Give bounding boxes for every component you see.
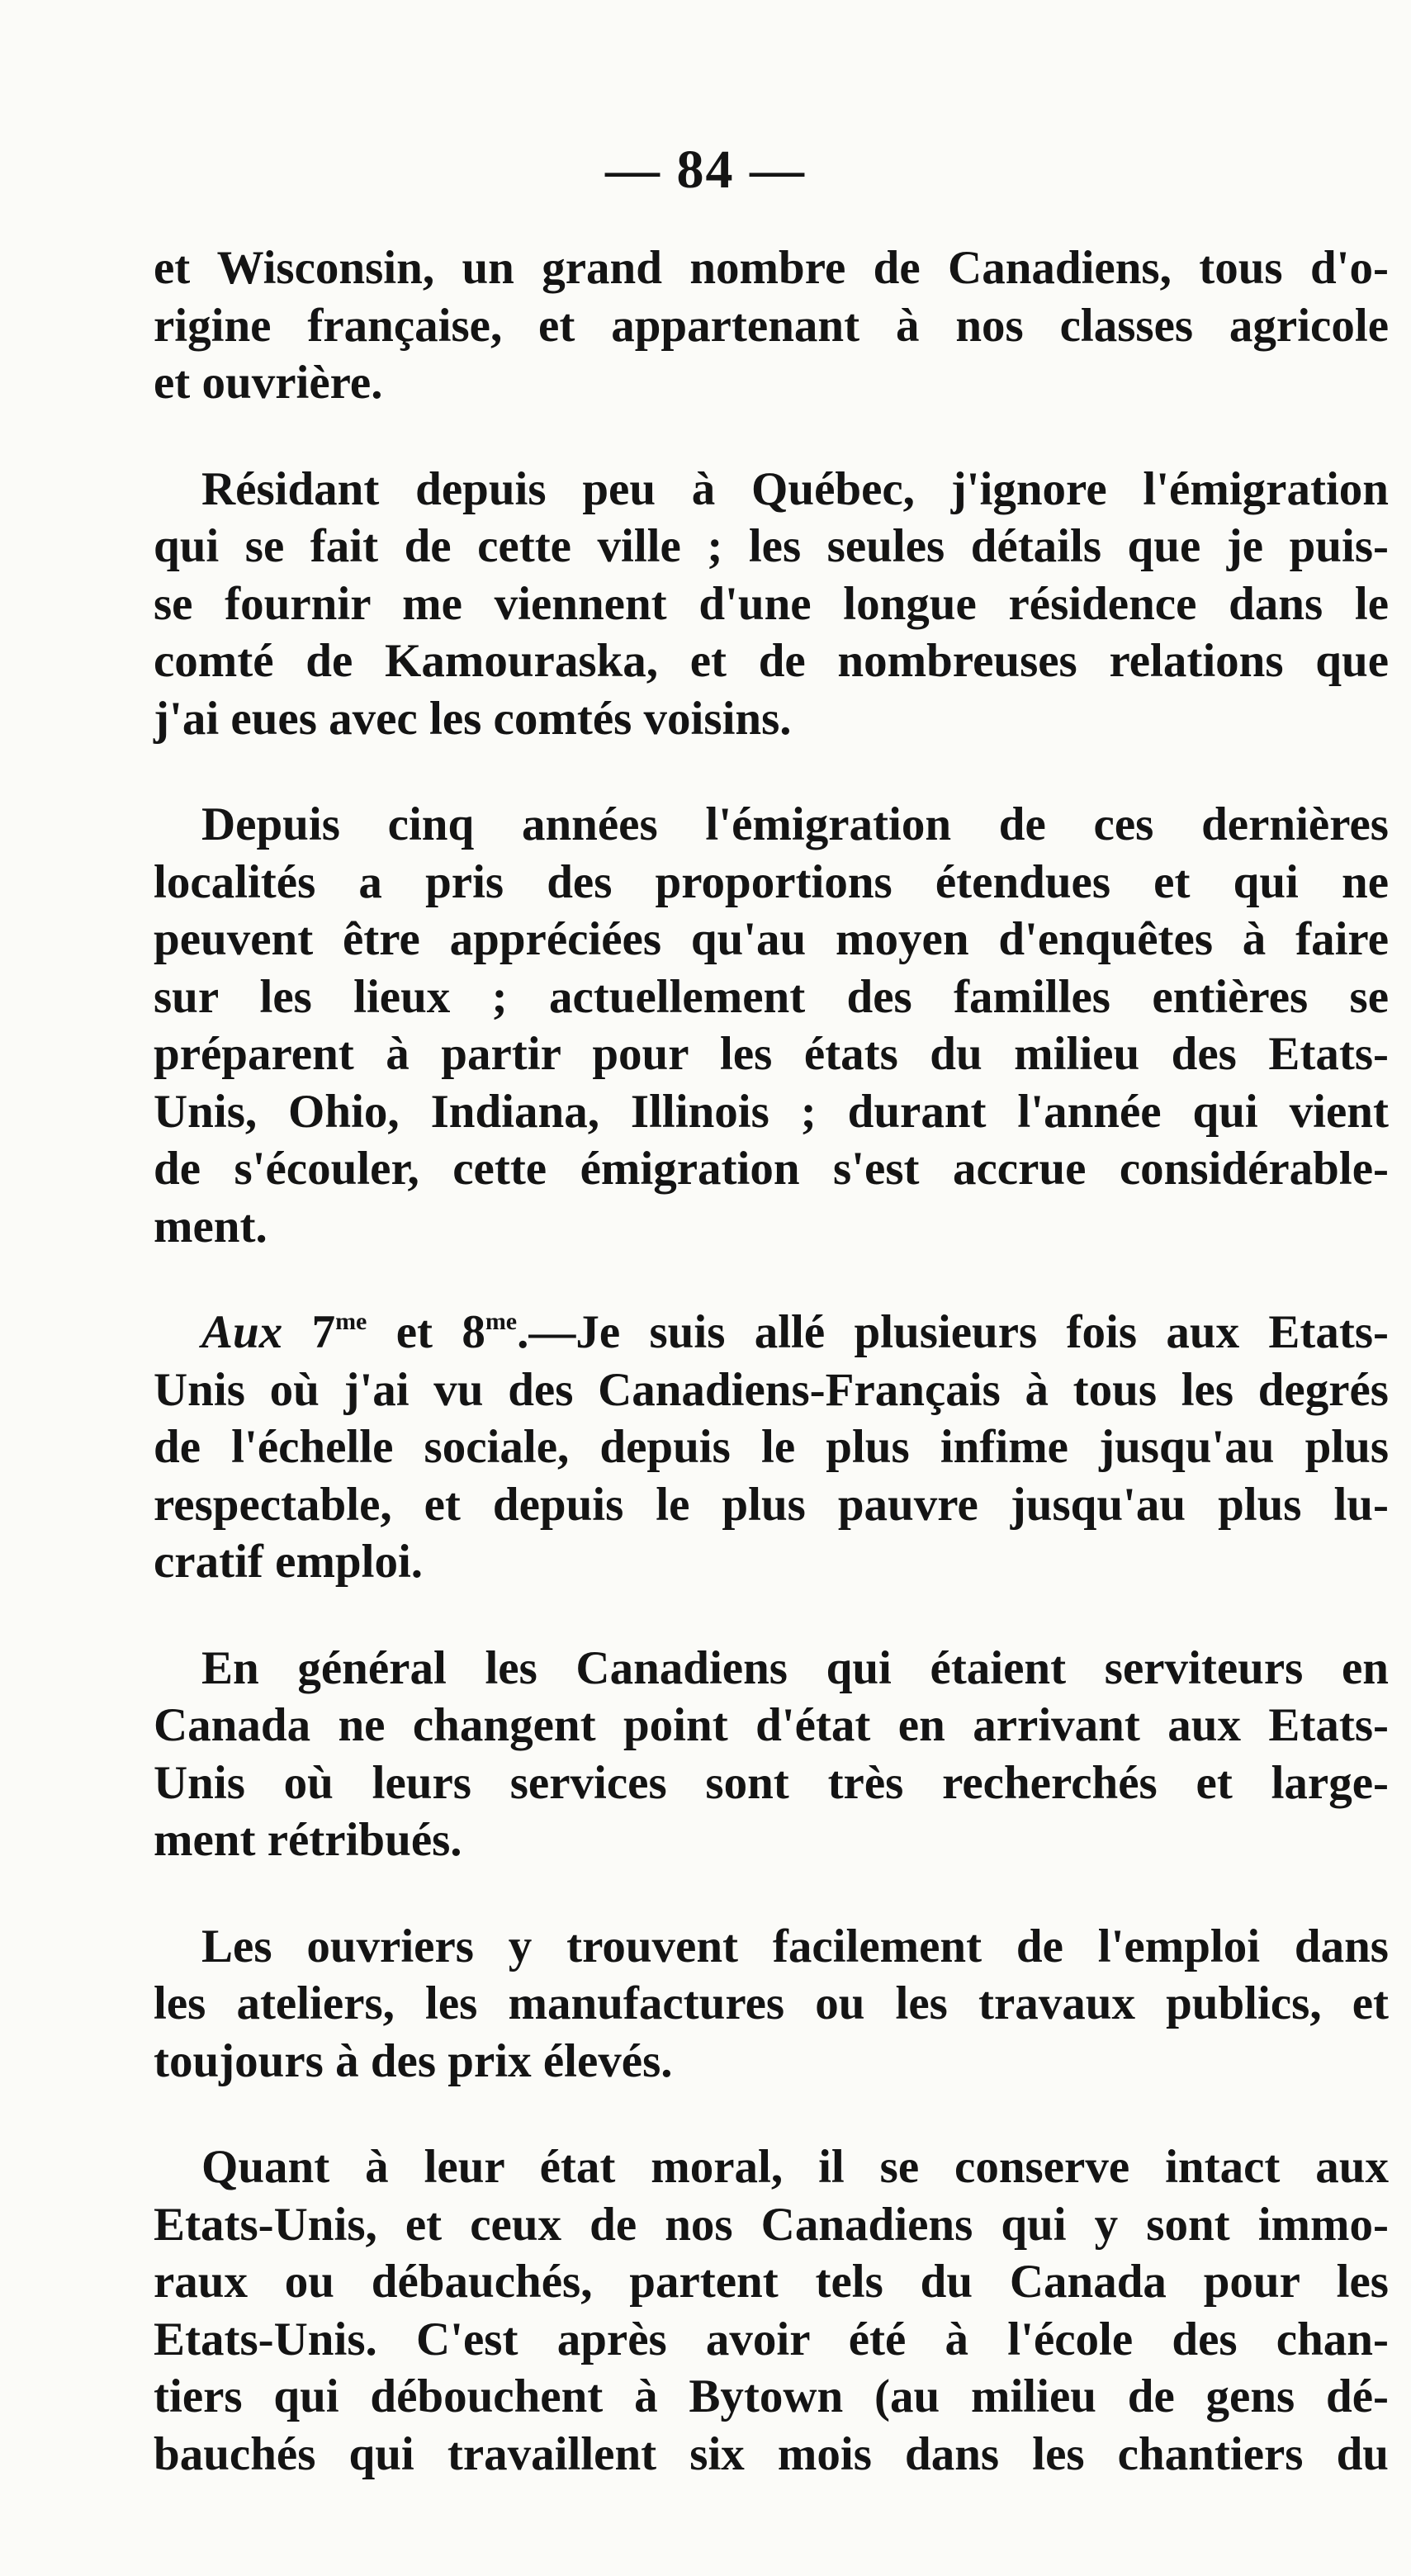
first-line-rest: .—Je suis allé plusieurs fois aux Etats- bbox=[517, 1306, 1390, 1358]
text-line: respectable, et depuis le plus pauvre jusqu'au plus lu- bbox=[154, 1478, 1389, 1531]
text-line: les ateliers, les manufactures ou les travaux publics, et bbox=[154, 1977, 1389, 2029]
text-line: cratif emploi. bbox=[154, 1536, 424, 1588]
text-line: localités a pris des proportions étendues et qui ne bbox=[154, 855, 1389, 908]
text-line: et Wisconsin, un grand nombre de Canadiens, tous d'o- bbox=[154, 242, 1389, 294]
text-line: se fournir me viennent d'une longue résidence dans le bbox=[154, 577, 1389, 630]
text-line: Canada ne changent point d'état en arrivant aux Etats- bbox=[154, 1699, 1389, 1751]
text-line: Unis, Ohio, Indiana, Illinois ; durant l'année qui vient bbox=[154, 1085, 1389, 1138]
text-line: de s'écouler, cette émigration s'est accrue considérable- bbox=[154, 1143, 1389, 1195]
text-line: Quant à leur état moral, il se conserve intact aux bbox=[201, 2141, 1389, 2193]
paragraph-3 bbox=[154, 796, 1389, 1255]
text-line: Etats-Unis. C'est après avoir été à l'école des chan- bbox=[154, 2313, 1389, 2365]
body-text bbox=[154, 239, 1389, 2531]
ordinal-suffix: me bbox=[335, 1308, 367, 1335]
text-line: Unis où j'ai vu des Canadiens-Français à tous les degrés bbox=[154, 1363, 1389, 1416]
text-line: peuvent être appréciées qu'au moyen d'enquêtes à faire bbox=[154, 913, 1389, 965]
text-line: Résidant depuis peu à Québec, j'ignore l'émigration bbox=[201, 462, 1389, 515]
text-line: qui se fait de cette ville ; les seules détails que je puis- bbox=[154, 520, 1389, 572]
paragraph-5 bbox=[154, 1640, 1389, 1869]
paragraph-1 bbox=[154, 239, 1389, 412]
page-number: — 84 — bbox=[605, 140, 806, 200]
text-line: de l'échelle sociale, depuis le plus infime jusqu'au plus bbox=[154, 1421, 1389, 1473]
text-line: j'ai eues avec les comtés voisins. bbox=[154, 692, 792, 745]
text-line: En général les Canadiens qui étaient serviteurs en bbox=[201, 1641, 1389, 1694]
text-line: rigine française, et appartenant à nos classes agricole bbox=[154, 299, 1389, 352]
ordinal-suffix: me bbox=[485, 1308, 518, 1335]
text-line-first bbox=[154, 1304, 1389, 1361]
italic-lead: Aux bbox=[201, 1306, 283, 1358]
text-line: sur les lieux ; actuellement des familles entières se bbox=[154, 970, 1389, 1023]
text-line: préparent à partir pour les états du milieu des Etats- bbox=[154, 1028, 1389, 1080]
text-line: Unis où leurs services sont très recherchés et large- bbox=[154, 1756, 1389, 1809]
paragraph-2 bbox=[154, 461, 1389, 748]
text-line: comté de Kamouraska, et de nombreuses relations que bbox=[154, 635, 1389, 687]
text-line: ment. bbox=[154, 1200, 268, 1252]
text-line: Les ouvriers y trouvent facilement de l'emploi dans bbox=[201, 1920, 1389, 1972]
paragraph-6 bbox=[154, 1918, 1389, 2091]
text-line: Depuis cinq années l'émigration de ces dernières bbox=[201, 798, 1389, 850]
text-line: raux ou débauchés, partent tels du Canada pour les bbox=[154, 2256, 1389, 2308]
text-line: et ouvrière. bbox=[154, 357, 383, 409]
ordinal-number: 8 bbox=[462, 1306, 485, 1358]
text-line: bauchés qui travaillent six mois dans les chantiers du bbox=[154, 2427, 1389, 2480]
conjunction: et bbox=[395, 1306, 433, 1358]
text-line: Etats-Unis, et ceux de nos Canadiens qui y sont immo- bbox=[154, 2198, 1389, 2251]
paragraph-4 bbox=[154, 1304, 1389, 1591]
text-line: ment rétribués. bbox=[154, 1814, 462, 1866]
text-line: toujours à des prix élevés. bbox=[154, 2034, 673, 2087]
paragraph-7 bbox=[154, 2138, 1389, 2483]
ordinal-number: 7 bbox=[311, 1306, 336, 1358]
text-line: tiers qui débouchent à Bytown (au milieu de gens dé- bbox=[154, 2370, 1389, 2422]
